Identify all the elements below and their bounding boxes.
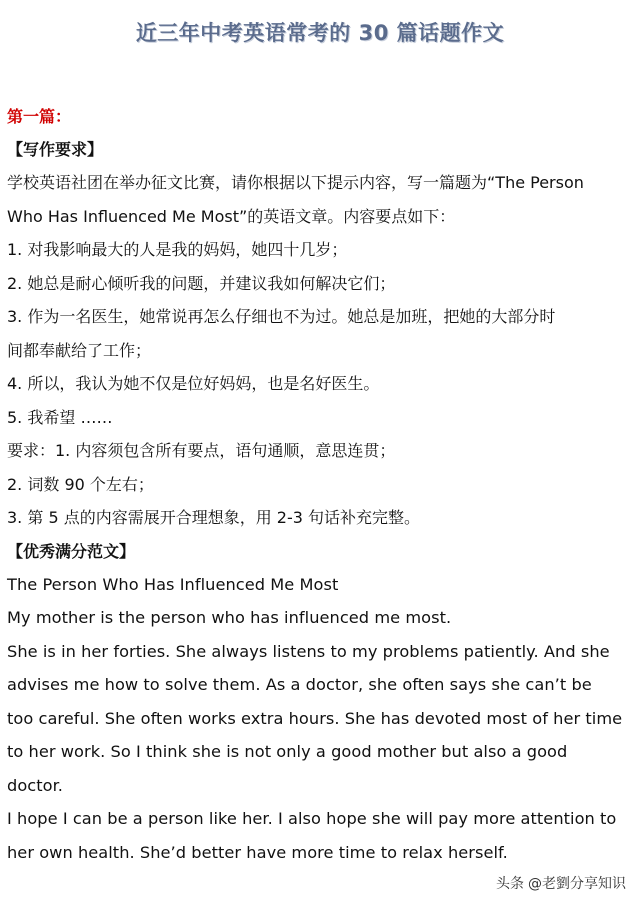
watermark-account: @老劉分享知识 xyxy=(528,876,626,892)
requirement-line: 学校英语社团在举办征文比赛，请你根据以下提示内容，写一篇题为“The Person xyxy=(7,173,584,192)
requirement-line: Who Has Influenced Me Most”的英语文章。内容要点如下： xyxy=(7,206,456,226)
document-title: 近三年中考英语常考的 30 篇话题作文 xyxy=(135,21,505,45)
requirement-line: 1. 对我影响最大的人是我的妈妈，她四十几岁； xyxy=(7,240,348,259)
sample-line: My mother is the person who has influenced me most. xyxy=(7,608,452,627)
requirement-line: 要求：1. 内容须包含所有要点，语句通顺，意思连贯； xyxy=(7,441,396,460)
requirement-line: 2. 词数 90 个左右； xyxy=(7,474,154,494)
requirement-heading: 【写作要求】 xyxy=(7,140,104,159)
sample-essay xyxy=(7,568,635,870)
sample-line: to her work. So I think she is not only a good mother but also a good xyxy=(7,742,568,761)
requirement-text xyxy=(7,166,635,535)
section-label: 第一篇： xyxy=(7,107,72,126)
sample-line: too careful. She often works extra hours. She has devoted most of her time xyxy=(7,708,623,728)
requirement-line: 5. 我希望 …… xyxy=(7,407,113,427)
watermark xyxy=(496,873,626,893)
sample-line: her own health. She’d better have more time to relax herself. xyxy=(7,842,508,862)
sample-line: advises me how to solve them. As a doctor, she often says she can’t be xyxy=(7,675,592,694)
requirement-line: 间都奉献给了工作； xyxy=(7,340,152,360)
sample-line: She is in her forties. She always listens to my problems patiently. And she xyxy=(7,641,610,661)
sample-heading: 【优秀满分范文】 xyxy=(7,541,136,561)
sample-line: I hope I can be a person like her. I also hope she will pay more attention to xyxy=(7,809,617,828)
document-body xyxy=(7,100,635,869)
sample-essay-title: The Person Who Has Influenced Me Most xyxy=(7,574,339,594)
watermark-platform: 头条 xyxy=(496,876,524,892)
sample-line: doctor. xyxy=(7,775,63,795)
requirement-line: 3. 作为一名医生，她常说再怎么仔细也不为过。她总是加班，把她的大部分时 xyxy=(7,307,556,326)
requirement-line: 2. 她总是耐心倾听我的问题，并建议我如何解决它们； xyxy=(7,273,396,293)
requirement-line: 3. 第 5 点的内容需展开合理想象，用 2-3 句话补充完整。 xyxy=(7,508,421,527)
requirement-line: 4. 所以，我认为她不仅是位好妈妈，也是名好医生。 xyxy=(7,374,380,393)
